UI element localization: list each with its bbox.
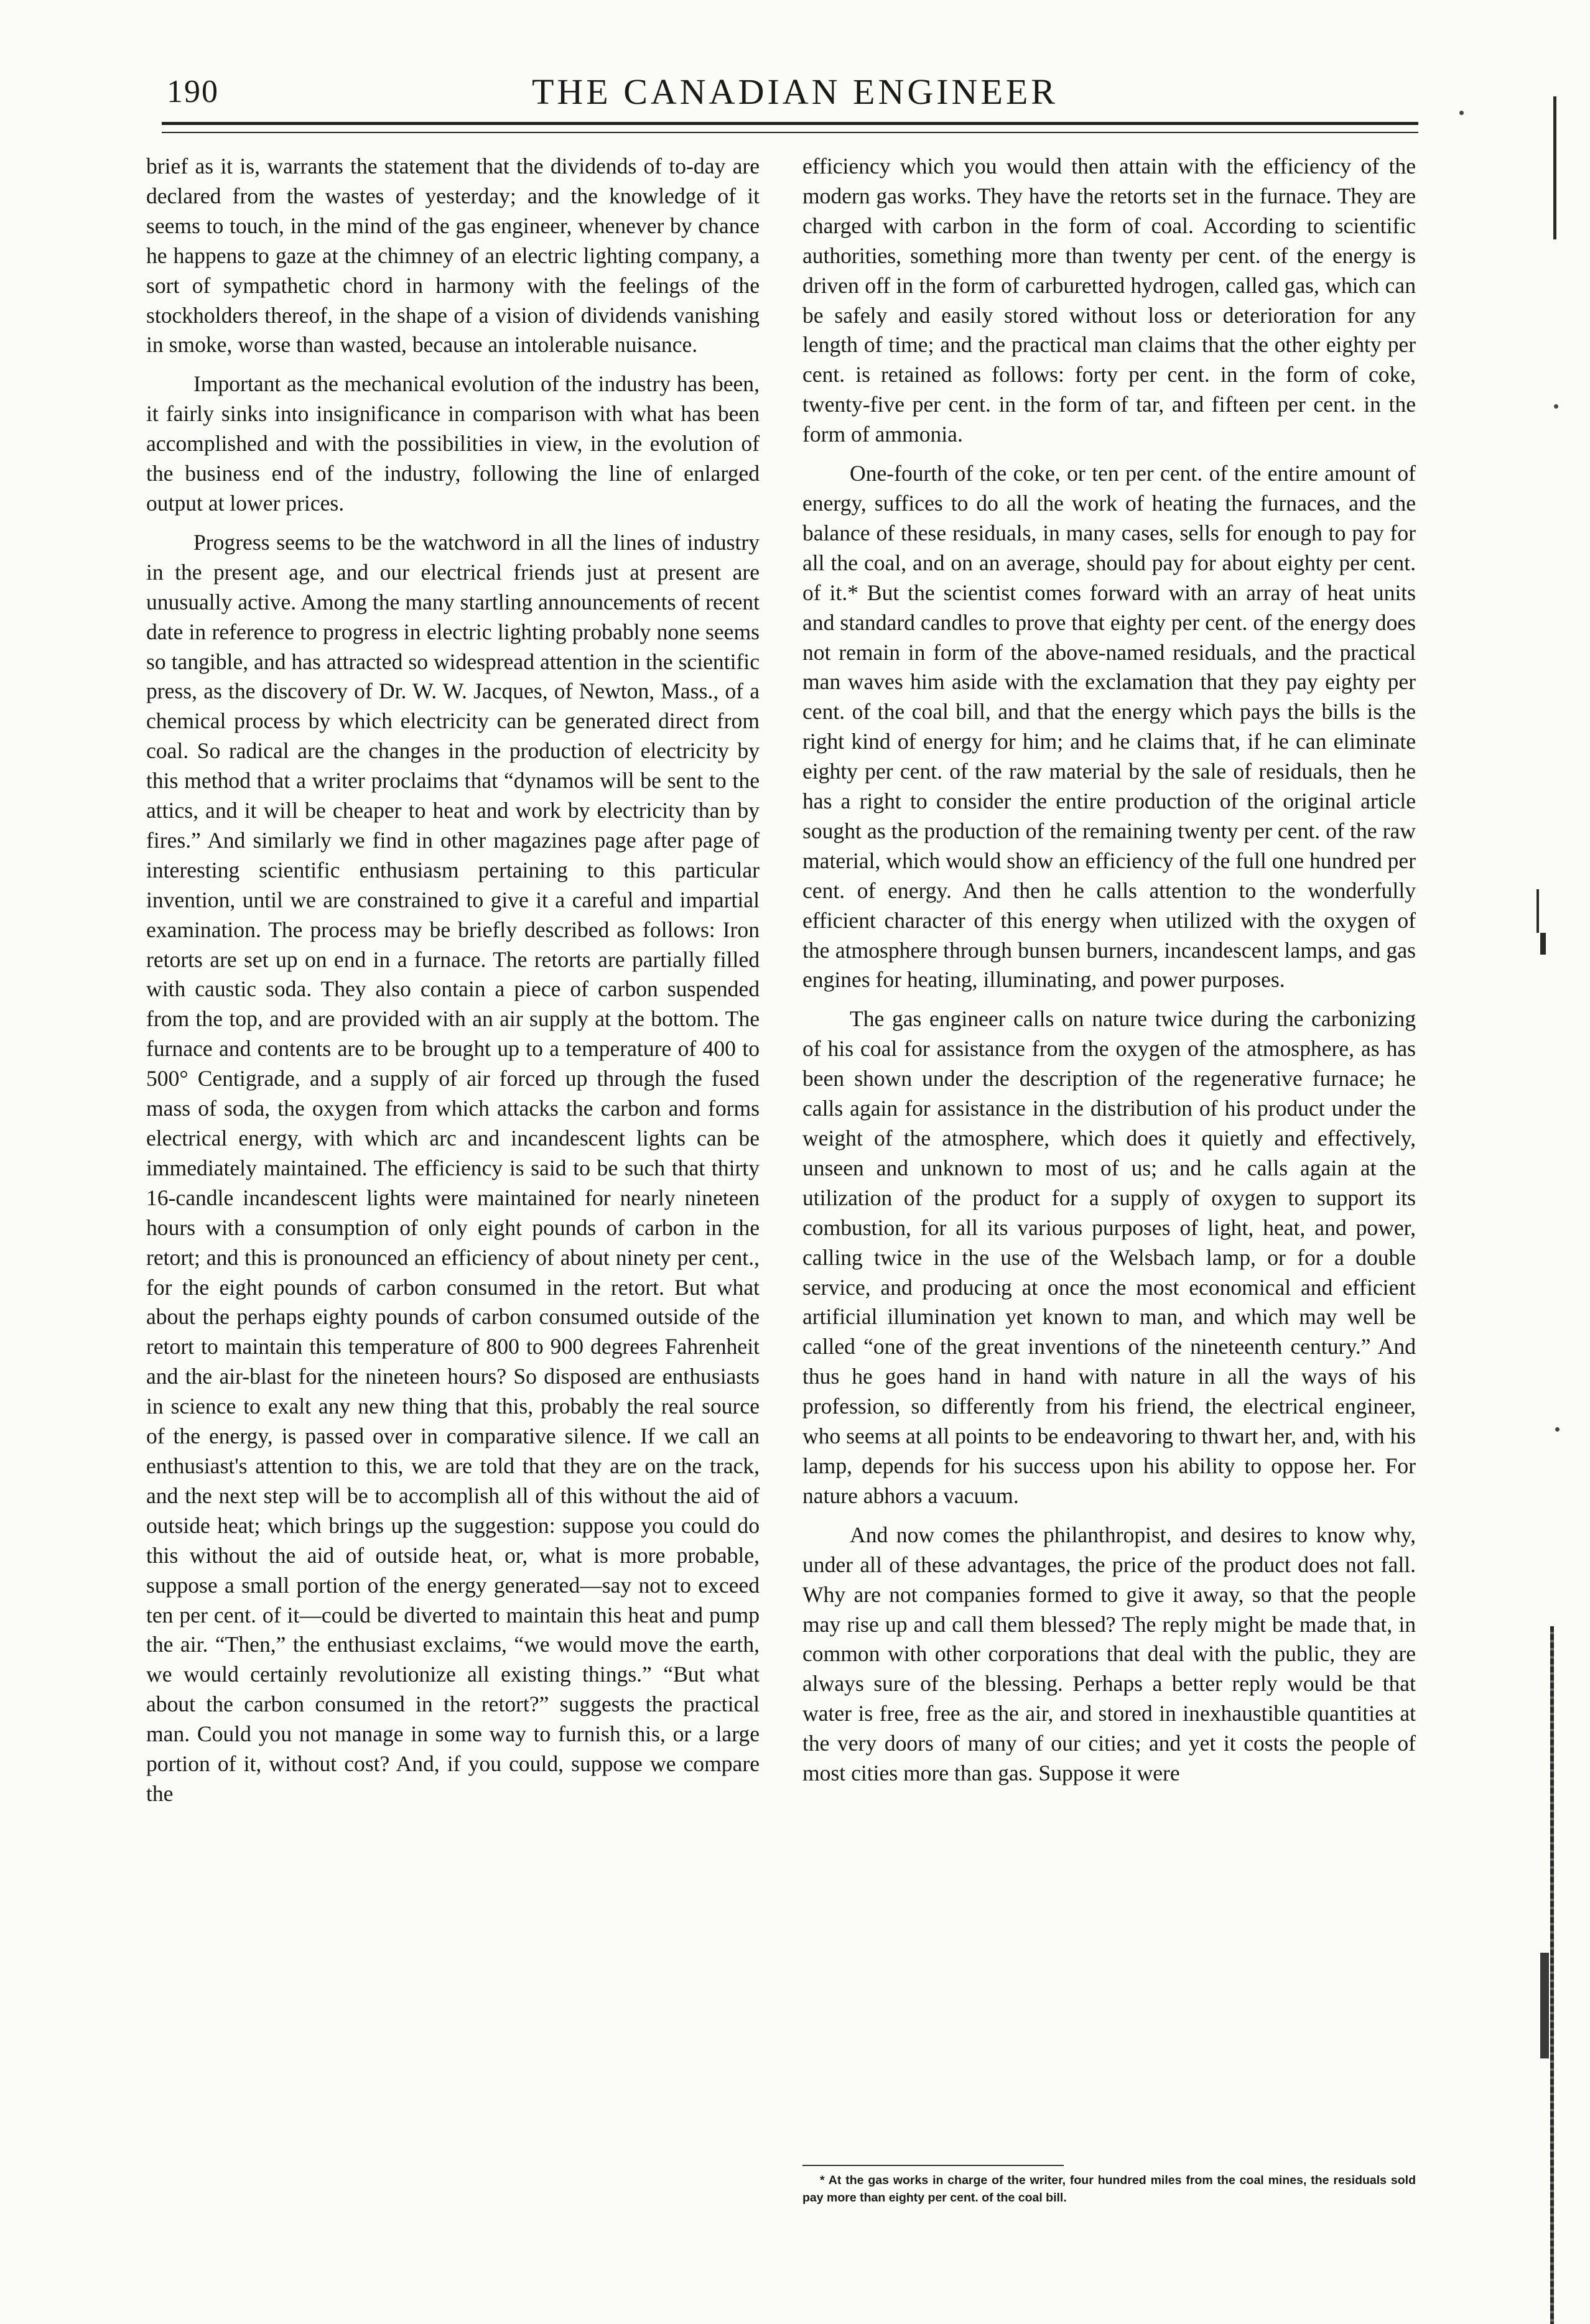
scan-speck — [1554, 404, 1558, 409]
footnote: * At the gas works in charge of the writer, four hundred miles from the coal mines, the residuals sold pay more than eighty per cent. of the coal bill. — [802, 2174, 1416, 2205]
scan-margin-edge — [1550, 1626, 1554, 2324]
left-column — [146, 152, 760, 1809]
scan-margin-mark — [1540, 1953, 1549, 2058]
footnote-rule — [802, 2165, 1064, 2166]
paragraph: Progress seems to be the watchword in all the lines of industry in the present age, and our electrical friends just at present are unusually active. Among the many startling announcements of recent date in reference to progress in electric lighting probably none seems so tangible, and has attracted so widespread attention in the scientific press, as the discovery of Dr. W. W. Jacques, of Newton, Mass., of a chemical process by which electricity can be generated direct from coal. So radical are the changes in the production of electricity by this method that a writer proclaims that “dynamos will be sent to the attics, and it will be cheaper to heat and work by electricity than by fires.” And similarly we find in other magazines page after page of interesting scientific enthusiasm pertaining to this particular invention, until we are constrained to give it a careful and impartial examination. The process may be briefly described as follows: Iron retorts are set up on end in a furnace. The retorts are partially filled with caustic soda. They also contain a piece of carbon suspended from the top, and are provided with an air supply at the bottom. The furnace and contents are to be brought up to a temperature of 400 to 500° Centigrade, and a supply of air forced up through the fused mass of soda, the oxygen from which attacks the carbon and forms electrical energy, with which arc and incandescent lights can be immediately maintained. The efficiency is said to be such that thirty 16-candle incandescent lights were maintained for nearly nineteen hours with a consumption of only eight pounds of carbon in the retort; and this is pronounced an efficiency of about ninety per cent., for the eight pounds of carbon consumed in the retort. But what about the perhaps eighty pounds of carbon consumed outside of the retort to maintain this temperature of 800 to 900 degrees Fahrenheit and the air-blast for the nineteen hours? So disposed are enthusiasts in science to exalt any new thing that this, probably the real source of the energy, is passed over in comparative silence. If we call an enthusiast's attention to this, we are told that they are on the track, and the next step will be to accomplish all of this without the aid of outside heat; which brings up the suggestion: suppose you could do this without the aid of outside heat, or, what is more probable, suppose a small portion of the energy generated—say not to exceed ten per cent. of it—could be diverted to maintain this heat and pump the air. “Then,” the enthusiast exclaims, “we would move the earth, we would certainly revolutionize all existing things.” “But what about the carbon consumed in the retort?” suggests the practical man. Could you not manage in some way to furnish this, or a large portion of it, without cost? And, if you could, suppose we compare the — [146, 529, 760, 1806]
scan-speck — [1459, 111, 1464, 115]
running-title: THE CANADIAN ENGINEER — [531, 72, 1058, 112]
header-rule-thick — [162, 122, 1418, 125]
scan-margin-mark — [1537, 889, 1539, 933]
paragraph: One-fourth of the coke, or ten per cent. of the entire amount of energy, suffices to do all the work of heating the furnaces, and the balance of these residuals, in many cases, sells for enough to pay for all the coal, and on an average, should pay for about eighty per cent. of it.* But the scientist comes forward with an array of heat units and standard candles to prove that eighty per cent. of the energy does not remain in form of the above-named residuals, and the practical man waves him aside with the exclamation that they pay eighty per cent. of the coal bill, and that the energy which pays the bills is the right kind of energy for him; and he claims that, if he can eliminate eighty per cent. of the raw material by the sale of residuals, then he has a right to consider the entire production of the original article sought as the production of the remaining twenty per cent. of the raw material, which would show an efficiency of the full one hundred per cent. of energy. And then he calls attention to the wonderfully efficient character of this energy when utilized with the oxygen of the atmosphere through bunsen burners, incandescent lamps, and gas engines for heating, illuminating, and power purposes. — [802, 461, 1416, 993]
scan-speck — [1555, 1427, 1560, 1432]
paragraph: brief as it is, warrants the statement that the dividends of to-day are declared from the wastes of yesterday; and the knowledge of it seems to touch, in the mind of the gas engineer, whenever by chance he happens to gaze at the chimney of an electric lighting company, a sort of sympathetic chord in harmony with the feelings of the stockholders thereof, in the shape of a vision of dividends vanishing in smoke, worse than wasted, because an intolerable nuisance. — [146, 154, 760, 358]
right-column — [802, 152, 1416, 1789]
paragraph: The gas engineer calls on nature twice during the carbonizing of his coal for assistance from the oxygen of the atmosphere, as has been shown under the description of the regenerative furnace; he calls again for assistance in the distribution of his product under the weight of the atmosphere, which does it quietly and effectively, unseen and unknown to most of us; and he calls again at the utilization of the product for a supply of oxygen to support its combustion, for all its various purposes of light, heat, and power, calling twice in the use of the Welsbach lamp, or for a double service, and producing at once the most economical and efficient artificial illumination yet known to man, and which may well be called “one of the great inventions of the nineteenth century.” And thus he goes hand in hand with nature in all the ways of his profession, so differently from his friend, the electrical engineer, who seems at all points to be endeavoring to thwart her, and, with his lamp, depends for his success upon his ability to oppose her. For nature abhors a vacuum. — [802, 1006, 1416, 1508]
paragraph: efficiency which you would then attain with the efficiency of the modern gas works. They have the retorts set in the furnace. They are charged with carbon in the form of coal. According to scientific authorities, something more than twenty per cent. of the energy is driven off in the form of carburetted hydrogen, called gas, which can be safely and easily stored without loss or deterioration for any length of time; and the practical man claims that the other eighty per cent. is retained as follows: forty per cent. in the form of coke, twenty-five per cent. in the form of tar, and fifteen per cent. in the form of ammonia. — [802, 154, 1416, 447]
scan-margin-mark — [1553, 96, 1556, 239]
page-number: 190 — [167, 74, 219, 109]
paragraph: Important as the mechanical evolution of the industry has been, it fairly sinks into insignificance in comparison with what has been accomplished and with the possibilities in view, in the evolution of the business end of the industry, following the line of enlarged output at lower prices. — [146, 371, 760, 516]
scan-margin-mark — [1540, 933, 1546, 955]
header-rule-thin — [162, 132, 1418, 133]
paragraph: And now comes the philanthropist, and desires to know why, under all of these advantages, the price of the product does not fall. Why are not companies formed to give it away, so that the people may rise up and call them blessed? The reply might be made that, in common with other corporations that deal with the public, they are always sure of the blessing. Perhaps a better reply would be that water is free, free as the air, and stored in inexhaustible quantities at the very doors of many of our cities; and yet it costs the people of most cities more than gas. Suppose it were — [802, 1522, 1416, 1786]
